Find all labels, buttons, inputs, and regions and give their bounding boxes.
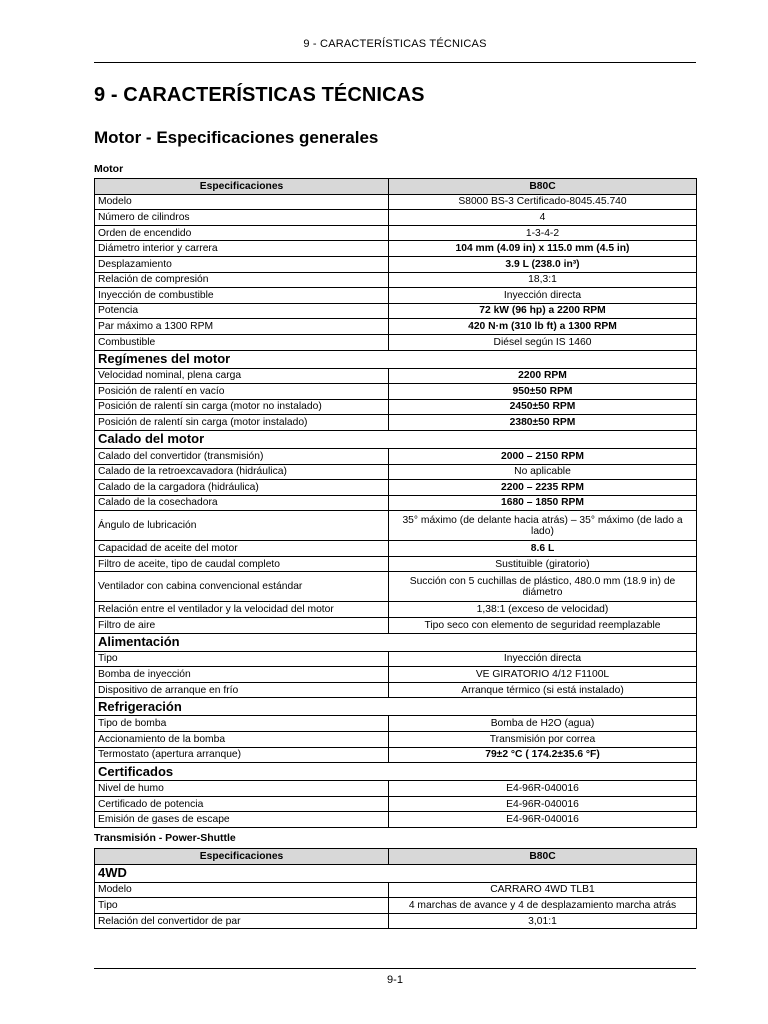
table-row: [95, 556, 697, 572]
spec-value: Diésel según IS 1460: [389, 334, 697, 350]
spec-label: Combustible: [95, 334, 389, 350]
table-row: [95, 747, 697, 763]
table-row: [95, 618, 697, 634]
table-row: [95, 781, 697, 797]
running-header: 9 - CARACTERÍSTICAS TÉCNICAS: [303, 38, 487, 50]
spec-value: CARRARO 4WD TLB1: [389, 882, 697, 898]
group-header-row: [95, 633, 697, 651]
table-row: [95, 651, 697, 667]
spec-label: Calado de la cargadora (hidráulica): [95, 480, 389, 496]
spec-label: Ángulo de lubricación: [95, 511, 389, 541]
spec-label: Relación del convertidor de par: [95, 913, 389, 929]
transmission-spec-table: [94, 848, 697, 929]
spec-label: Ventilador con cabina convencional estándar: [95, 572, 389, 602]
spec-value: 18,3:1: [389, 272, 697, 288]
spec-label: Filtro de aceite, tipo de caudal completo: [95, 556, 389, 572]
table-row: [95, 511, 697, 541]
spec-label: Inyección de combustible: [95, 288, 389, 304]
table-row: [95, 319, 697, 335]
spec-value: 2200 – 2235 RPM: [389, 480, 697, 496]
footer-rule: [94, 968, 696, 969]
page-title: 9 - CARACTERÍSTICAS TÉCNICAS: [94, 84, 425, 106]
table-row: [95, 602, 697, 618]
spec-label: Modelo: [95, 194, 389, 210]
spec-value: 2380±50 RPM: [389, 415, 697, 431]
table-header-row: [95, 849, 697, 865]
spec-value: 104 mm (4.09 in) x 115.0 mm (4.5 in): [389, 241, 697, 257]
table-row: [95, 572, 697, 602]
spec-value: 35° máximo (de delante hacia atrás) – 35° máximo (de lado a lado): [389, 511, 697, 541]
spec-value: Inyección directa: [389, 288, 697, 304]
column-header-spec: Especificaciones: [95, 179, 389, 195]
spec-value: 420 N·m (310 lb ft) a 1300 RPM: [389, 319, 697, 335]
group-header-row: [95, 698, 697, 716]
column-header-model: B80C: [389, 849, 697, 865]
spec-value: 1-3-4-2: [389, 225, 697, 241]
spec-value: 3.9 L (238.0 in³): [389, 256, 697, 272]
group-title-4wd: 4WD: [95, 864, 697, 882]
table-row: [95, 334, 697, 350]
transmission-table-caption: Transmisión - Power-Shuttle: [94, 832, 236, 844]
spec-label: Emisión de gases de escape: [95, 812, 389, 828]
table-row: [95, 368, 697, 384]
spec-label: Modelo: [95, 882, 389, 898]
spec-value: 950±50 RPM: [389, 384, 697, 400]
spec-value: 1,38:1 (exceso de velocidad): [389, 602, 697, 618]
spec-label: Potencia: [95, 303, 389, 319]
table-row: [95, 272, 697, 288]
spec-value: 1680 – 1850 RPM: [389, 495, 697, 511]
spec-value: VE GIRATORIO 4/12 F1100L: [389, 667, 697, 683]
spec-label: Tipo: [95, 898, 389, 914]
spec-value: 8.6 L: [389, 541, 697, 557]
group-title-calado: Calado del motor: [95, 430, 697, 448]
table-row: [95, 480, 697, 496]
spec-value: 2000 – 2150 RPM: [389, 448, 697, 464]
header-rule: [94, 62, 696, 63]
group-title-refrigeracion: Refrigeración: [95, 698, 697, 716]
table-row: [95, 241, 697, 257]
spec-label: Bomba de inyección: [95, 667, 389, 683]
spec-value: E4-96R-040016: [389, 796, 697, 812]
spec-value: Inyección directa: [389, 651, 697, 667]
table-row: [95, 288, 697, 304]
spec-label: Velocidad nominal, plena carga: [95, 368, 389, 384]
spec-value: 4: [389, 210, 697, 226]
spec-value: Arranque térmico (si está instalado): [389, 682, 697, 698]
table-row: [95, 882, 697, 898]
table-row: [95, 210, 697, 226]
spec-label: Termostato (apertura arranque): [95, 747, 389, 763]
spec-label: Desplazamiento: [95, 256, 389, 272]
table-row: [95, 384, 697, 400]
table-row: [95, 399, 697, 415]
spec-value: S8000 BS-3 Certificado-8045.45.740: [389, 194, 697, 210]
spec-value: 72 kW (96 hp) a 2200 RPM: [389, 303, 697, 319]
table-row: [95, 448, 697, 464]
table-row: [95, 812, 697, 828]
column-header-spec: Especificaciones: [95, 849, 389, 865]
group-header-row: [95, 763, 697, 781]
spec-value: 4 marchas de avance y 4 de desplazamiento marcha atrás: [389, 898, 697, 914]
section-title: Motor - Especificaciones generales: [94, 128, 379, 147]
spec-value: Sustituible (giratorio): [389, 556, 697, 572]
spec-value: 3,01:1: [389, 913, 697, 929]
spec-label: Orden de encendido: [95, 225, 389, 241]
table-row: [95, 194, 697, 210]
spec-value: Bomba de H2O (agua): [389, 716, 697, 732]
spec-value: Tipo seco con elemento de seguridad reemplazable: [389, 618, 697, 634]
spec-value: 2450±50 RPM: [389, 399, 697, 415]
spec-label: Diámetro interior y carrera: [95, 241, 389, 257]
spec-value: E4-96R-040016: [389, 812, 697, 828]
table-row: [95, 495, 697, 511]
table-row: [95, 541, 697, 557]
table-row: [95, 303, 697, 319]
spec-value: No aplicable: [389, 464, 697, 480]
column-header-model: B80C: [389, 179, 697, 195]
table-row: [95, 898, 697, 914]
page-number: 9-1: [387, 974, 403, 986]
table-row: [95, 464, 697, 480]
table-row: [95, 256, 697, 272]
spec-label: Calado del convertidor (transmisión): [95, 448, 389, 464]
spec-label: Posición de ralentí en vacío: [95, 384, 389, 400]
spec-label: Dispositivo de arranque en frío: [95, 682, 389, 698]
motor-spec-table: [94, 178, 697, 828]
table-row: [95, 913, 697, 929]
table-row: [95, 732, 697, 748]
table-row: [95, 225, 697, 241]
spec-label: Posición de ralentí sin carga (motor instalado): [95, 415, 389, 431]
table-row: [95, 796, 697, 812]
spec-label: Tipo: [95, 651, 389, 667]
spec-label: Filtro de aire: [95, 618, 389, 634]
group-title-alimentacion: Alimentación: [95, 633, 697, 651]
spec-value: Succión con 5 cuchillas de plástico, 480.0 mm (18.9 in) de diámetro: [389, 572, 697, 602]
spec-label: Par máximo a 1300 RPM: [95, 319, 389, 335]
table-row: [95, 682, 697, 698]
group-header-row: [95, 430, 697, 448]
spec-label: Calado de la cosechadora: [95, 495, 389, 511]
spec-label: Tipo de bomba: [95, 716, 389, 732]
table-row: [95, 415, 697, 431]
table-row: [95, 667, 697, 683]
spec-label: Certificado de potencia: [95, 796, 389, 812]
spec-label: Accionamiento de la bomba: [95, 732, 389, 748]
spec-label: Número de cilindros: [95, 210, 389, 226]
table-row: [95, 716, 697, 732]
spec-value: Transmisión por correa: [389, 732, 697, 748]
spec-value: E4-96R-040016: [389, 781, 697, 797]
group-title-regimenes: Regímenes del motor: [95, 350, 697, 368]
spec-label: Relación de compresión: [95, 272, 389, 288]
group-header-row: [95, 350, 697, 368]
spec-label: Capacidad de aceite del motor: [95, 541, 389, 557]
group-header-row: [95, 864, 697, 882]
group-title-certificados: Certificados: [95, 763, 697, 781]
spec-label: Posición de ralentí sin carga (motor no instalado): [95, 399, 389, 415]
spec-label: Relación entre el ventilador y la velocidad del motor: [95, 602, 389, 618]
table-header-row: [95, 179, 697, 195]
motor-table-caption: Motor: [94, 163, 124, 175]
spec-value: 79±2 °C ( 174.2±35.6 °F): [389, 747, 697, 763]
spec-value: 2200 RPM: [389, 368, 697, 384]
spec-label: Nivel de humo: [95, 781, 389, 797]
spec-label: Calado de la retroexcavadora (hidráulica): [95, 464, 389, 480]
